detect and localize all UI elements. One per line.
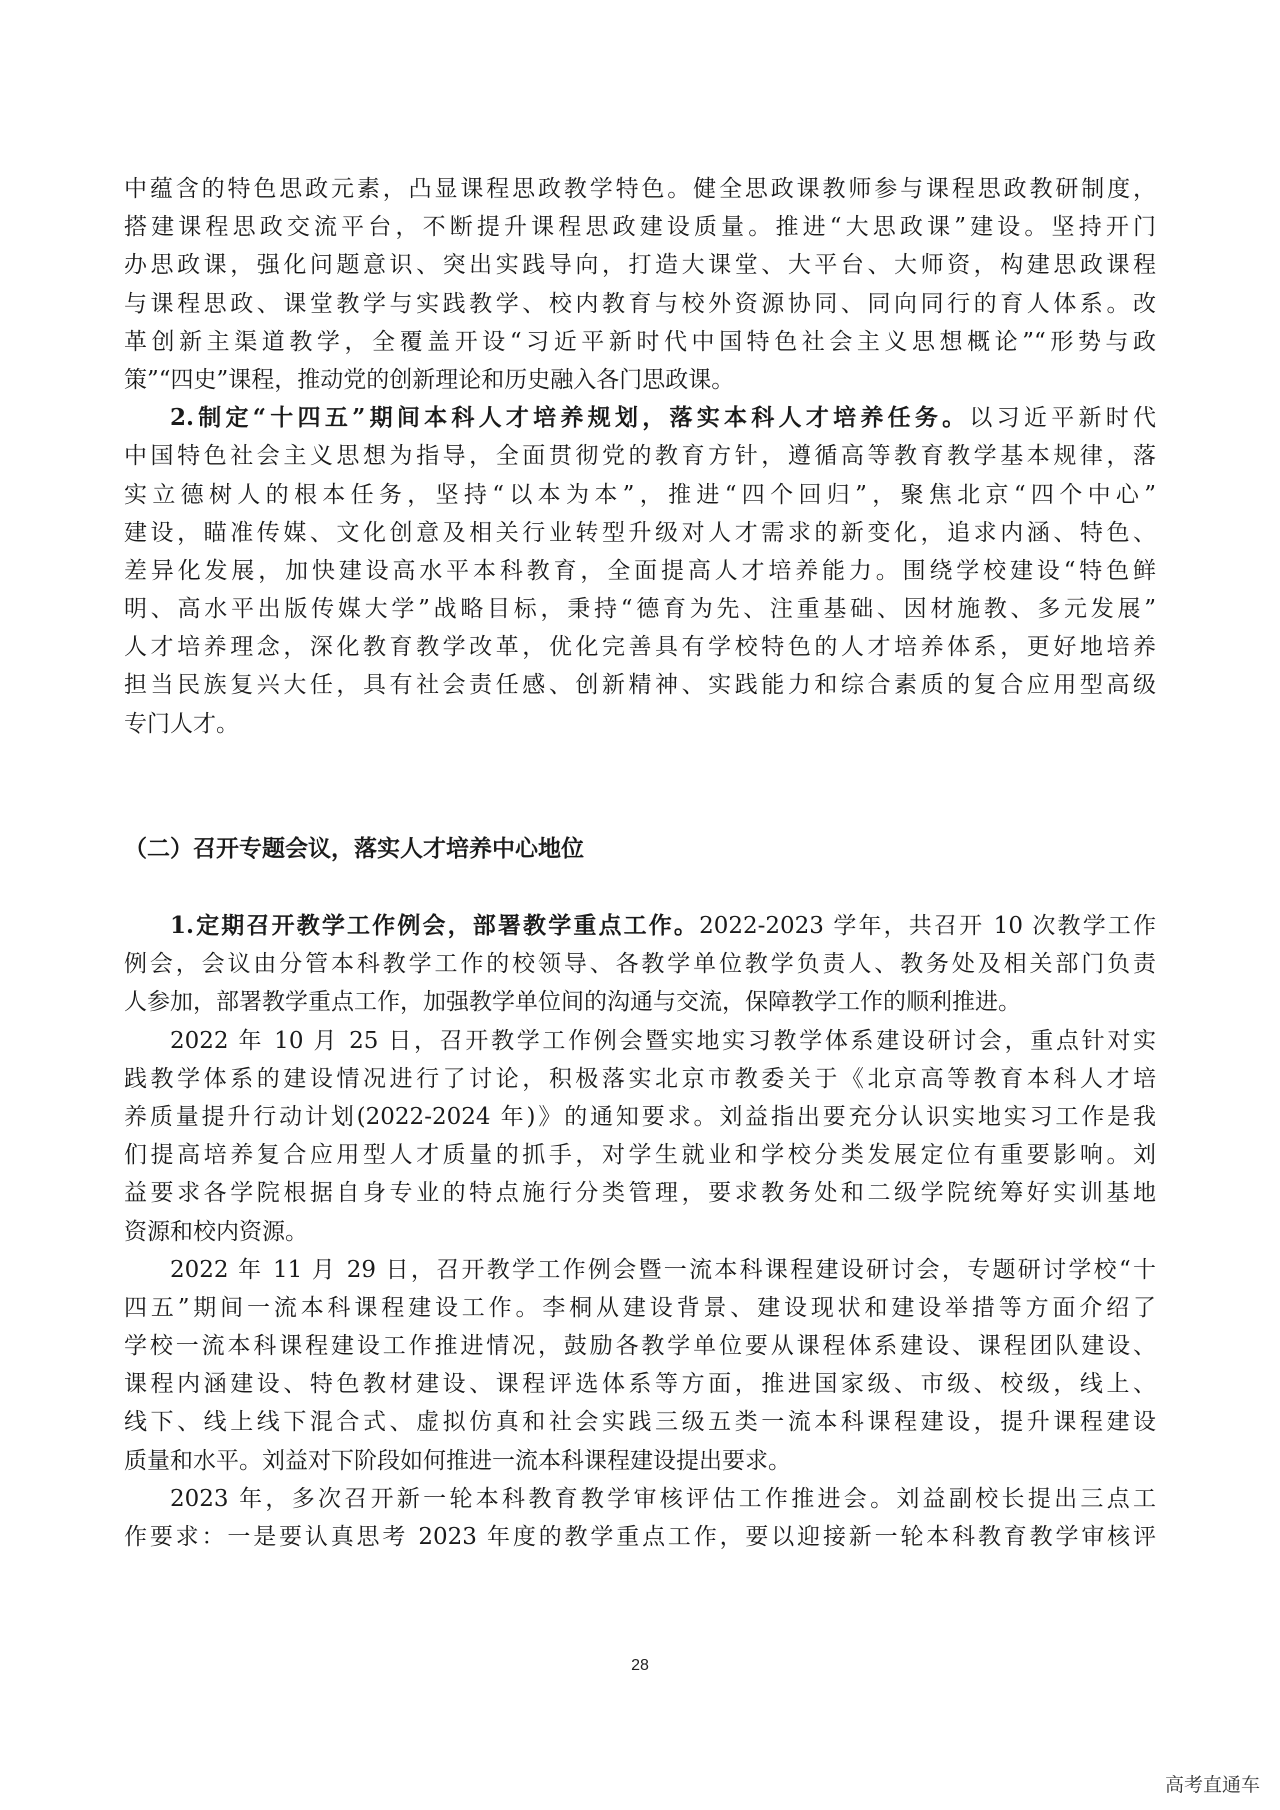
text-line: 差异化发展，加快建设高水平本科教育，全面提高人才培养能力。围绕学校建设“特色鲜 — [124, 557, 1156, 584]
text-line: 革创新主渠道教学，全覆盖开设“习近平新时代中国特色社会主义思想概论”“形势与政 — [124, 328, 1156, 355]
paragraph-lead-line — [124, 907, 1156, 945]
text-line: 策”“四史”课程，推动党的创新理论和历史融入各门思政课。 — [124, 366, 735, 393]
text-line: 实立德树人的根本任务，坚持“以本为本”，推进“四个回归”，聚焦北京“四个中心” — [124, 481, 1156, 508]
text-line: 践教学体系的建设情况进行了讨论，积极落实北京市教委关于《北京高等教育本科人才培 — [124, 1065, 1156, 1092]
text-line: 资源和校内资源。 — [124, 1218, 308, 1245]
lead-rest: 2022-2023 学年，共召开 10 次教学工作 — [699, 913, 1156, 939]
text-line: 人才培养理念，深化教育教学改革，优化完善具有学校特色的人才培养体系，更好地培养 — [124, 634, 1156, 661]
section-heading: （二）召开专题会议，落实人才培养中心地位 — [124, 835, 584, 862]
text-line: 课程内涵建设、特色教材建设、课程评选体系等方面，推进国家级、市级、校级，线上、 — [124, 1371, 1156, 1398]
text-line: 们提高培养复合应用型人才质量的抓手，对学生就业和学校分类发展定位有重要影响。刘 — [124, 1142, 1156, 1169]
watermark-text: 高考直通车 — [1164, 1774, 1260, 1796]
text-line: 2022 年 11 月 29 日，召开教学工作例会暨一流本科课程建设研讨会，专题研讨学校“十 — [170, 1256, 1156, 1283]
text-line: 办思政课，强化问题意识、突出实践导向，打造大课堂、大平台、大师资，构建思政课程 — [124, 252, 1156, 279]
bold-lead: 2.制定“十四五”期间本科人才培养规划，落实本科人才培养任务。 — [170, 404, 970, 432]
text-line: 人参加，部署教学重点工作，加强教学单位间的沟通与交流，保障教学工作的顺利推进。 — [124, 989, 1021, 1016]
text-line: 益要求各学院根据自身专业的特点施行分类管理，要求教务处和二级学院统筹好实训基地 — [124, 1180, 1156, 1207]
text-line: 线下、线上线下混合式、虚拟仿真和社会实践三级五类一流本科课程建设，提升课程建设 — [124, 1409, 1156, 1436]
text-line: 专门人才。 — [124, 710, 239, 737]
paragraph-lead-line — [124, 399, 1156, 437]
text-line: 2023 年，多次召开新一轮本科教育教学审核评估工作推进会。刘益副校长提出三点工 — [170, 1485, 1156, 1512]
body-text-bottom — [124, 907, 1156, 1556]
text-line: 搭建课程思政交流平台，不断提升课程思政建设质量。推进“大思政课”建设。坚持开门 — [124, 214, 1156, 241]
text-line: 学校一流本科课程建设工作推进情况，鼓励各教学单位要从课程体系建设、课程团队建设、 — [124, 1333, 1156, 1360]
bold-lead: 1.定期召开教学工作例会，部署教学重点工作。 — [170, 912, 700, 939]
text-line: 明、高水平出版传媒大学”战略目标，秉持“德育为先、注重基础、因材施教、多元发展” — [124, 596, 1156, 623]
text-line: 担当民族复兴大任，具有社会责任感、创新精神、实践能力和综合素质的复合应用型高级 — [124, 672, 1156, 699]
page-number: 28 — [631, 1657, 649, 1674]
text-line: 与课程思政、课堂教学与实践教学、校内教育与校外资源协同、同向同行的育人体系。改 — [124, 290, 1156, 317]
text-line: 中国特色社会主义思想为指导，全面贯彻党的教育方针，遵循高等教育教学基本规律，落 — [124, 443, 1156, 470]
body-text-top — [124, 170, 1156, 743]
text-line: 例会，会议由分管本科教学工作的校领导、各教学单位教学负责人、教务处及相关部门负责 — [124, 951, 1156, 978]
text-line: 2022 年 10 月 25 日，召开教学工作例会暨实地实习教学体系建设研讨会，重点针对实 — [170, 1027, 1156, 1054]
text-line: 中蕴含的特色思政元素，凸显课程思政教学特色。健全思政课教师参与课程思政教研制度， — [124, 176, 1156, 202]
text-line: 四五”期间一流本科课程建设工作。李桐从建设背景、建设现状和建设举措等方面介绍了 — [124, 1294, 1156, 1321]
text-line: 质量和水平。刘益对下阶段如何推进一流本科课程建设提出要求。 — [124, 1447, 791, 1474]
lead-rest: 以习近平新时代 — [969, 405, 1156, 432]
text-line: 建设，瞄准传媒、文化创意及相关行业转型升级对人才需求的新变化，追求内涵、特色、 — [124, 519, 1156, 546]
text-line: 养质量提升行动计划(2022-2024 年)》的通知要求。刘益指出要充分认识实地实习工作是我 — [124, 1103, 1156, 1130]
text-line: 作要求：一是要认真思考 2023 年度的教学重点工作，要以迎接新一轮本科教育教学审核评 — [124, 1524, 1156, 1550]
